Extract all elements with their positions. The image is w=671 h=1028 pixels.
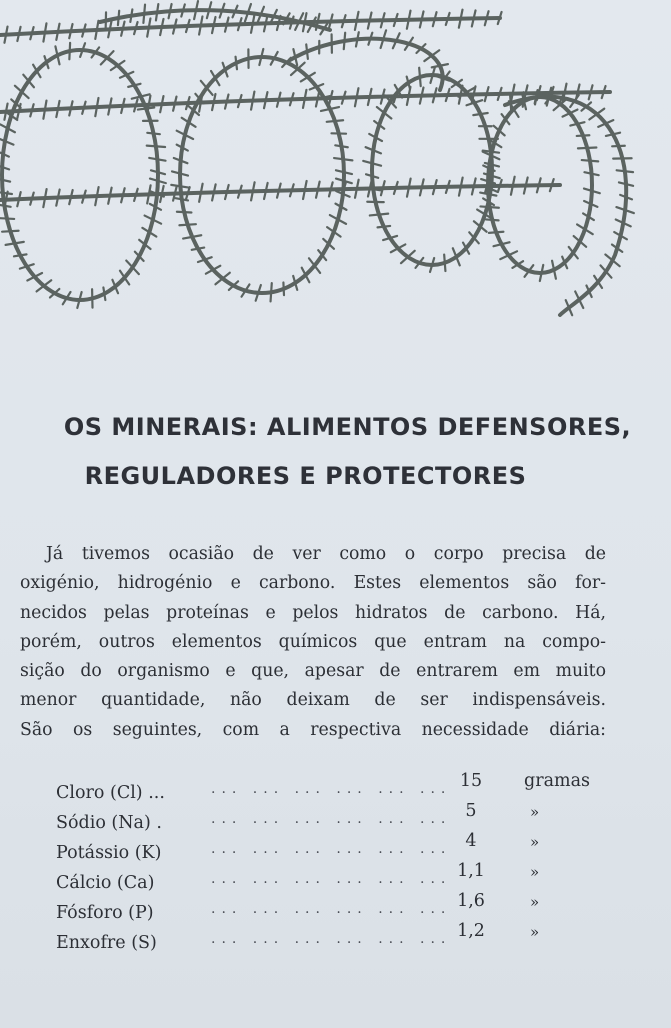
mineral-amount: 1,2 — [457, 921, 485, 941]
section-heading-line-1: OS MINERAIS: ALIMENTOS DEFENSORES, — [63, 413, 632, 441]
mineral-unit-ditto: » — [530, 803, 540, 821]
mineral-amount: 1,1 — [457, 861, 485, 881]
mineral-name: Sódio (Na) . — [56, 813, 162, 833]
mineral-unit-ditto: » — [530, 923, 540, 941]
paragraph-line: São os seguintes, com a respectiva necessidade diária: — [20, 719, 606, 740]
paragraph-line: Já tivemos ocasião de ver como o corpo precisa de — [46, 544, 606, 564]
leader-dots: ... ... ... ... ... ... — [211, 841, 452, 857]
section-heading-line-2: REGULADORES E PROTECTORES — [84, 462, 527, 490]
mineral-unit: gramas — [524, 771, 591, 791]
mineral-amount: 5 — [465, 801, 477, 821]
mineral-unit-ditto: » — [530, 833, 540, 851]
mineral-unit-ditto: » — [530, 863, 540, 881]
mineral-row — [56, 921, 596, 955]
leader-dots: ... ... ... ... ... ... — [211, 931, 452, 947]
mineral-name: Cloro (Cl) ... — [56, 783, 165, 803]
mineral-row — [56, 891, 596, 925]
mineral-name: Enxofre (S) — [56, 933, 157, 953]
barbed-wire-icon — [0, 0, 671, 330]
mineral-row — [56, 771, 596, 805]
mineral-amount: 1,6 — [457, 891, 485, 911]
mineral-row — [56, 831, 596, 865]
minerals-list — [56, 771, 596, 955]
mineral-unit-ditto: » — [530, 893, 540, 911]
paragraph-line: oxigénio, hidrogénio e carbono. Estes elementos são for- — [20, 573, 606, 594]
leader-dots: ... ... ... ... ... ... — [211, 811, 452, 827]
mineral-amount: 4 — [465, 831, 477, 851]
mineral-amount: 15 — [459, 771, 483, 791]
leader-dots: ... ... ... ... ... ... — [211, 871, 452, 887]
paragraph-line: porém, outros elementos químicos que entram na compo- — [20, 631, 606, 652]
mineral-name: Cálcio (Ca) — [56, 873, 155, 893]
leader-dots: ... ... ... ... ... ... — [211, 781, 452, 797]
mineral-row — [56, 801, 596, 835]
mineral-name: Potássio (K) — [56, 843, 162, 863]
mineral-row — [56, 861, 596, 895]
paragraph-line: menor quantidade, não deixam de ser indispensáveis. — [20, 690, 606, 711]
body-paragraph — [20, 540, 606, 745]
leader-dots: ... ... ... ... ... ... — [211, 901, 452, 917]
paragraph-line: sição do organismo e que, apesar de entrarem em muito — [20, 661, 606, 682]
mineral-name: Fósforo (P) — [56, 903, 154, 923]
paragraph-line: necidos pelas proteínas e pelos hidratos de carbono. Há, — [20, 602, 606, 623]
